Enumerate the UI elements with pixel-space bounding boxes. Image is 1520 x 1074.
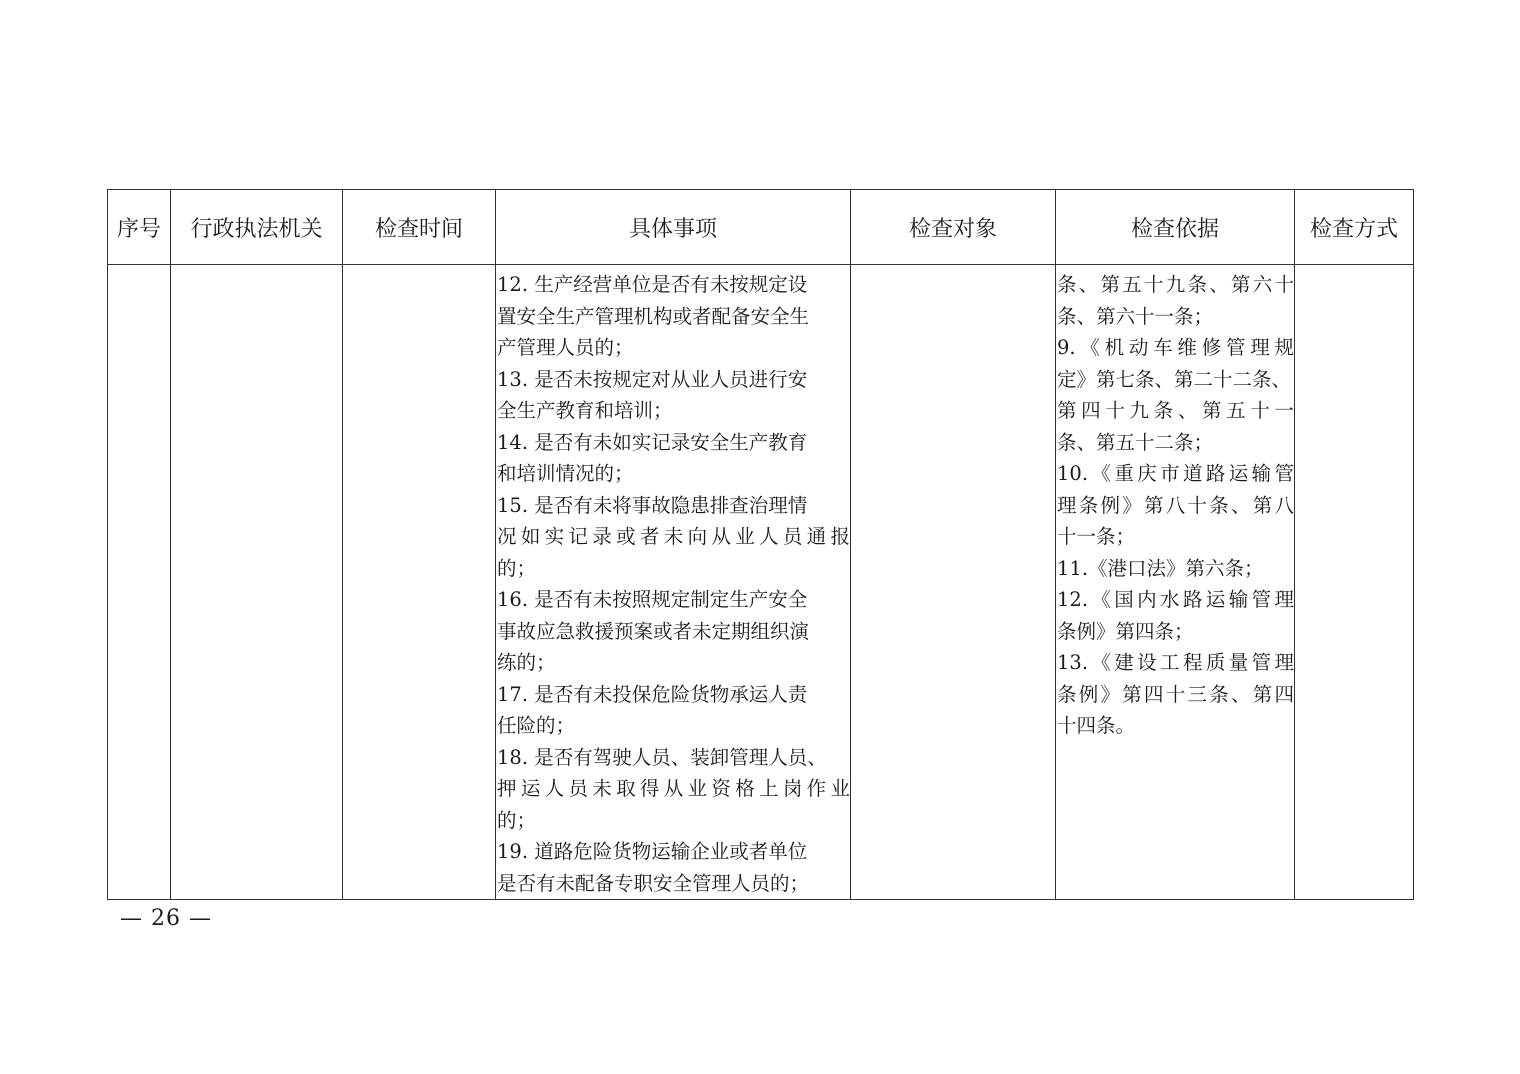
inspection-basis-text (1056, 265, 1294, 742)
page-number: — 26 — (120, 906, 212, 931)
matter-line: 置安全生产管理机构或者配备安全生 (497, 304, 810, 328)
basis-line: 条例》第四十三条、第四 (1057, 682, 1294, 706)
inspection-method-cell (1295, 265, 1414, 900)
matter-line: 18. 是否有驾驶人员、装卸管理人员、 (497, 745, 827, 769)
header-row (108, 190, 1414, 265)
specific-matters-cell (496, 265, 851, 900)
basis-line: 10.《重庆市道路运输管 (1057, 462, 1294, 485)
basis-line: 条、第六十一条； (1057, 304, 1214, 328)
matter-line: 押运人员未取得从业资格上岗作业 (497, 777, 850, 800)
basis-line: 13.《建设工程质量管理 (1057, 651, 1294, 674)
header-specific-matters: 具体事项 (496, 190, 851, 265)
matter-line: 练的； (497, 651, 556, 674)
matter-line: 14. 是否有未如实记录安全生产教育 (497, 430, 808, 454)
matter-line: 和培训情况的； (497, 462, 634, 485)
header-enforcement-agency: 行政执法机关 (171, 190, 343, 265)
header-inspection-method: 检查方式 (1295, 190, 1414, 265)
basis-line: 条、第五十九条、第六十 (1057, 273, 1294, 296)
matter-line: 事故应急救援预案或者未定期组织演 (497, 619, 810, 643)
inspection-time-cell (343, 265, 496, 900)
inspection-table (107, 189, 1414, 900)
matter-line: 12. 生产经营单位是否有未按规定设 (497, 273, 808, 296)
matter-line: 的； (497, 808, 537, 832)
basis-line: 12.《国内水路运输管理 (1057, 588, 1294, 611)
basis-line: 条、第五十二条； (1057, 430, 1214, 454)
table-row (108, 265, 1414, 900)
matter-line: 15. 是否有未将事故隐患排查治理情 (497, 493, 808, 517)
header-inspection-time: 检查时间 (343, 190, 496, 265)
basis-line: 9.《机动车维修管理规 (1057, 336, 1294, 359)
inspection-basis-cell (1056, 265, 1295, 900)
header-inspection-basis: 检查依据 (1056, 190, 1295, 265)
matter-line: 产管理人员的； (497, 336, 634, 359)
matter-line: 是否有未配备专职安全管理人员的； (497, 871, 810, 895)
serial-number-cell (108, 265, 171, 900)
basis-line: 条例》第四条； (1057, 619, 1194, 643)
matter-line: 13. 是否未按规定对从业人员进行安 (497, 367, 808, 391)
matter-line: 的； (497, 556, 537, 580)
inspection-target-cell (851, 265, 1056, 900)
matter-line: 况如实记录或者未向从业人员通报 (497, 525, 850, 548)
matter-line: 16. 是否有未按照规定制定生产安全 (497, 588, 808, 611)
specific-matters-text (496, 265, 850, 899)
matter-line: 17. 是否有未投保危险货物承运人责 (497, 682, 808, 706)
basis-line: 定》第七条、第二十二条、 (1057, 367, 1292, 391)
basis-line: 11.《港口法》第六条； (1057, 556, 1264, 580)
header-inspection-target: 检查对象 (851, 190, 1056, 265)
basis-line: 第四十九条、第五十一 (1057, 399, 1294, 422)
matter-line: 全生产教育和培训； (497, 399, 673, 422)
basis-line: 十一条； (1057, 525, 1136, 548)
matter-line: 19. 道路危险货物运输企业或者单位 (497, 840, 808, 863)
basis-line: 理条例》第八十条、第八 (1057, 493, 1294, 517)
header-serial-number: 序号 (108, 190, 171, 265)
enforcement-agency-cell (171, 265, 343, 900)
matter-line: 任险的； (497, 714, 576, 737)
basis-line: 十四条。 (1057, 714, 1136, 737)
